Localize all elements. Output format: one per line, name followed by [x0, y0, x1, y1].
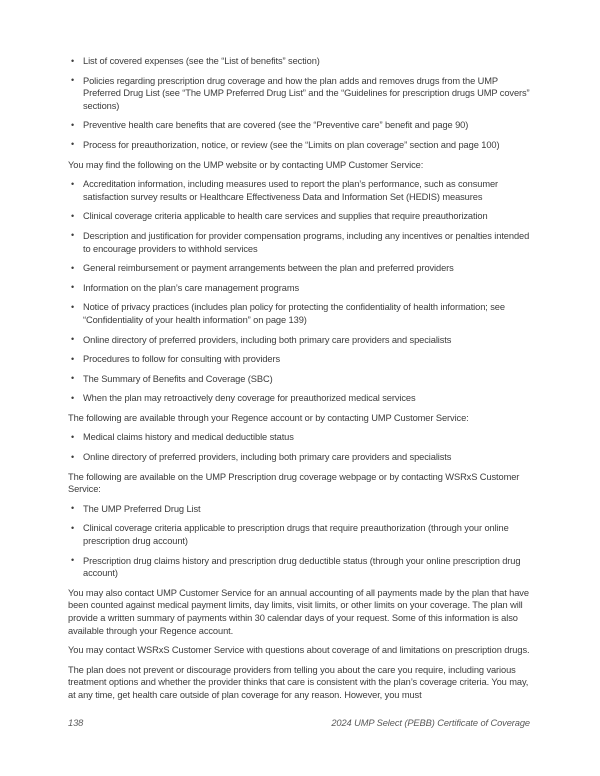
list-item-text: The UMP Preferred Drug List — [83, 503, 201, 514]
list-item-text: Notice of privacy practices (includes plan policy for protecting the confidentiality of health information; see “Confidentiality of your health information” on page 139) — [83, 302, 505, 325]
list-item — [68, 55, 530, 68]
footer-page-number: 138 — [68, 718, 84, 728]
footer-doc-title: 2024 UMP Select (PEBB) Certificate of Coverage — [331, 718, 530, 728]
list-item-text: Medical claims history and medical deductible status — [83, 432, 294, 443]
list-item — [68, 262, 530, 275]
bullet-icon: • — [71, 139, 75, 150]
bullet-list — [68, 178, 530, 405]
bullet-icon: • — [71, 522, 75, 533]
paragraph: You may find the following on the UMP website or by contacting UMP Customer Service: — [68, 159, 424, 170]
list-item-text: The Summary of Benefits and Coverage (SBC) — [83, 373, 273, 384]
list-item-text: Information on the plan’s care management programs — [83, 282, 300, 293]
page-content — [68, 55, 530, 709]
list-item — [68, 139, 530, 152]
list-item-text: Preventive health care benefits that are covered (see the “Preventive care” benefit and page 90) — [83, 120, 469, 131]
bullet-icon: • — [71, 262, 75, 273]
bullet-icon: • — [71, 431, 75, 442]
list-item — [68, 282, 530, 295]
list-item — [68, 353, 530, 366]
list-item — [68, 75, 530, 113]
paragraph: The following are available through your Regence account or by contacting UMP Customer Service: — [68, 412, 469, 423]
bullet-icon: • — [71, 503, 75, 514]
list-item — [68, 392, 530, 405]
list-item — [68, 301, 530, 326]
bullet-icon: • — [71, 301, 75, 312]
list-item-text: Process for preauthorization, notice, or review (see the “Limits on plan coverage” section and page 100) — [83, 139, 500, 150]
list-item — [68, 555, 530, 580]
bullet-icon: • — [71, 55, 75, 66]
bullet-icon: • — [71, 75, 75, 86]
list-item-text: Procedures to follow for consulting with providers — [83, 354, 281, 365]
list-item-text: List of covered expenses (see the “List of benefits” section) — [83, 56, 320, 66]
page-footer — [68, 718, 530, 728]
list-item-text: Prescription drug claims history and prescription drug deductible status (through your online prescription drug account) — [83, 555, 521, 579]
list-item — [68, 178, 530, 203]
bullet-icon: • — [71, 210, 75, 221]
list-item — [68, 503, 530, 516]
list-item-text: Description and justification for provider compensation programs, including any incentives or penalties intended to encourage providers to withhold services — [83, 230, 530, 254]
bullet-icon: • — [71, 282, 75, 293]
list-item — [68, 210, 530, 223]
paragraph: The following are available on the UMP Prescription drug coverage webpage or by contacting WSRxS Customer Service: — [68, 471, 520, 495]
paragraph: You may also contact UMP Customer Service for an annual accounting of all payments made by the plan that have been counted against medical payment limits, day limits, visit limits, or other limits on your coverage. The plan will provide a written summary of payments within 30 calendar days of your request. Some of this information is also available through your Regence account. — [68, 587, 529, 636]
list-item — [68, 119, 530, 132]
list-item-text: When the plan may retroactively deny coverage for preauthorized medical services — [83, 393, 416, 404]
list-item — [68, 230, 530, 255]
list-item-text: Online directory of preferred providers, including both primary care providers and specialists — [83, 452, 452, 463]
list-item-text: Accreditation information, including measures used to report the plan’s performance, such as consumer satisfaction survey results or Healthcare Effectiveness Data and Information Set (HEDIS) measures — [83, 179, 499, 202]
bullet-icon: • — [71, 178, 75, 189]
list-item — [68, 334, 530, 347]
bullet-list — [68, 431, 530, 463]
list-item-text: General reimbursement or payment arrangements between the plan and preferred providers — [83, 263, 454, 274]
list-item — [68, 431, 530, 444]
bullet-icon: • — [71, 555, 75, 566]
bullet-list — [68, 55, 530, 152]
list-item-text: Clinical coverage criteria applicable to health care services and supplies that require preauthorization — [83, 211, 488, 222]
list-item-text: Policies regarding prescription drug coverage and how the plan adds and removes drugs from the UMP Preferred Drug List (see “The UMP Preferred Drug List” and the “Guidelines for prescription drugs UMP covers” sections) — [83, 75, 530, 111]
bullet-icon: • — [71, 373, 75, 384]
bullet-icon: • — [71, 119, 75, 130]
list-item — [68, 451, 530, 464]
list-item-text: Clinical coverage criteria applicable to prescription drugs that require preauthorization (through your online prescription drug account) — [83, 523, 509, 547]
list-item — [68, 373, 530, 386]
bullet-icon: • — [71, 230, 75, 241]
paragraph: The plan does not prevent or discourage providers from telling you about the care you require, including various treatment options and whether the provider thinks that care is consistent with the plan’s coverage criteria. You may, at any time, get health care outside of plan coverage for any reason. However, you must — [68, 664, 529, 700]
list-item — [68, 522, 530, 547]
bullet-list — [68, 503, 530, 580]
bullet-icon: • — [71, 334, 75, 344]
bullet-icon: • — [71, 392, 75, 403]
bullet-icon: • — [71, 353, 75, 364]
list-item-text: Online directory of preferred providers, including both primary care providers and specialists — [83, 334, 452, 345]
bullet-icon: • — [71, 451, 75, 462]
paragraph: You may contact WSRxS Customer Service with questions about coverage of and limitations on prescription drugs. — [68, 645, 530, 656]
